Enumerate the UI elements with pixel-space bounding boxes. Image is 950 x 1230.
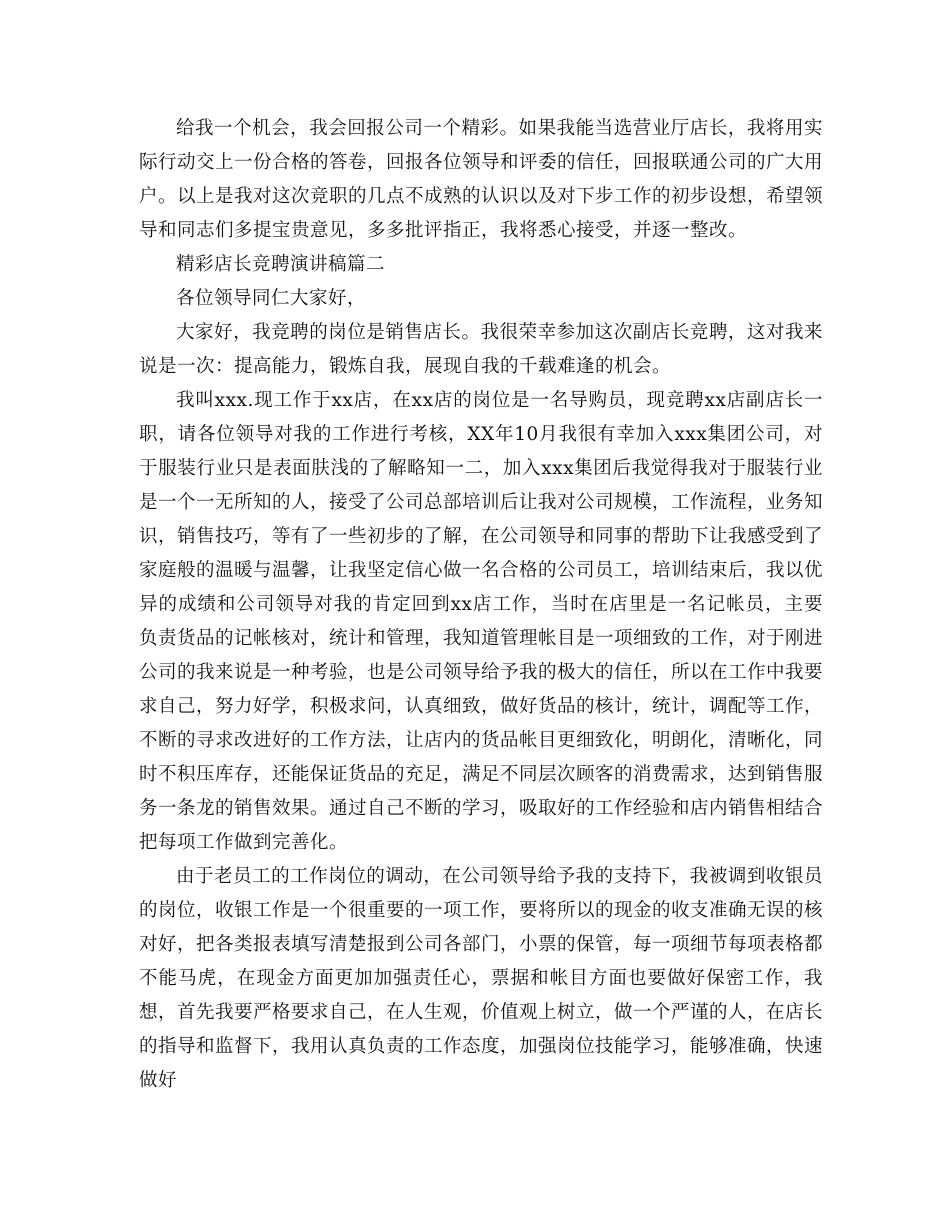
salutation: 各位领导同仁大家好， — [176, 288, 367, 309]
paragraph-work-experience: 我叫xxx.现工作于xx店，在xx店的岗位是一名导购员，现竞聘xx店副店长一职，请各位领导对我的工作进行考核，XX年10月我很有幸加入xxx集团公司，对于服装行业只是表面肤浅的了解略知一二，加入xxx集团后我觉得我对于服装行业是一个一无所知的人，接受了公司总部培训后让我对公司规模，工作流程，业务知识，销售技巧，等有了一些初步的了解，在公司领导和同事的帮助下让我感受到了家庭般的温暖与温馨，让我坚定信心做一名合格的公司员工，培训结束后，我以优异的成绩和公司领导对我的肯定回到xx店工作，当时在店里是一名记帐员，主要负责货品的记帐核对，统计和管理，我知道管理帐目是一项细致的工作，对于刚进公司的我来说是一种考验，也是公司领导给予我的极大的信任，所以在工作中我要求自己，努力好学，积极求问，认真细致，做好货品的核计，统计，调配等工作，不断的寻求改进好的工作方法，让店内的货品帐目更细致化，明朗化，清晰化，同时不积压库存，还能保证货品的充足，满足不同层次顾客的消费需求，达到销售服务一条龙的销售效果。通过自己不断的学习，吸取好的工作经验和店内销售相结合把每项工作做到完善化。 — [139, 390, 824, 853]
paragraph-cashier-role: 由于老员工的工作岗位的调动，在公司领导给予我的支持下，我被调到收银员的岗位，收银工作是一个很重要的一项工作，要将所以的现金的收支准确无误的核对好，把各类报表填写清楚报到公司各部门，小票的保管，每一项细节每项表格都不能马虎，在现金方面更加加强责任心，票据和帐目方面也要做好保密工作，我想，首先我要严格要求自己，在人生观，价值观上树立，做一个严谨的人，在店长的指导和监督下，我用认真负责的工作态度，加强岗位技能学习，能够准确，快速做好 — [139, 866, 824, 1091]
document-body — [139, 112, 823, 1098]
section-heading: 精彩店长竞聘演讲稿篇二 — [176, 254, 386, 275]
paragraph-closing-remarks: 给我一个机会，我会回报公司一个精彩。如果我能当选营业厅店长，我将用实际行动交上一份合格的答卷，回报各位领导和评委的信任，回报联通公司的广大用户。以上是我对这次竞职的几点不成熟的认识以及对下步工作的初步设想，希望领导和同志们多提宝贵意见，多多批评指正，我将悉心接受，并逐一整改。 — [139, 118, 824, 241]
paragraph-introduction: 大家好，我竞聘的岗位是销售店长。我很荣幸参加这次副店长竞聘，这对我来说是一次：提高能力，锻炼自我，展现自我的千载难逢的机会。 — [139, 322, 823, 377]
